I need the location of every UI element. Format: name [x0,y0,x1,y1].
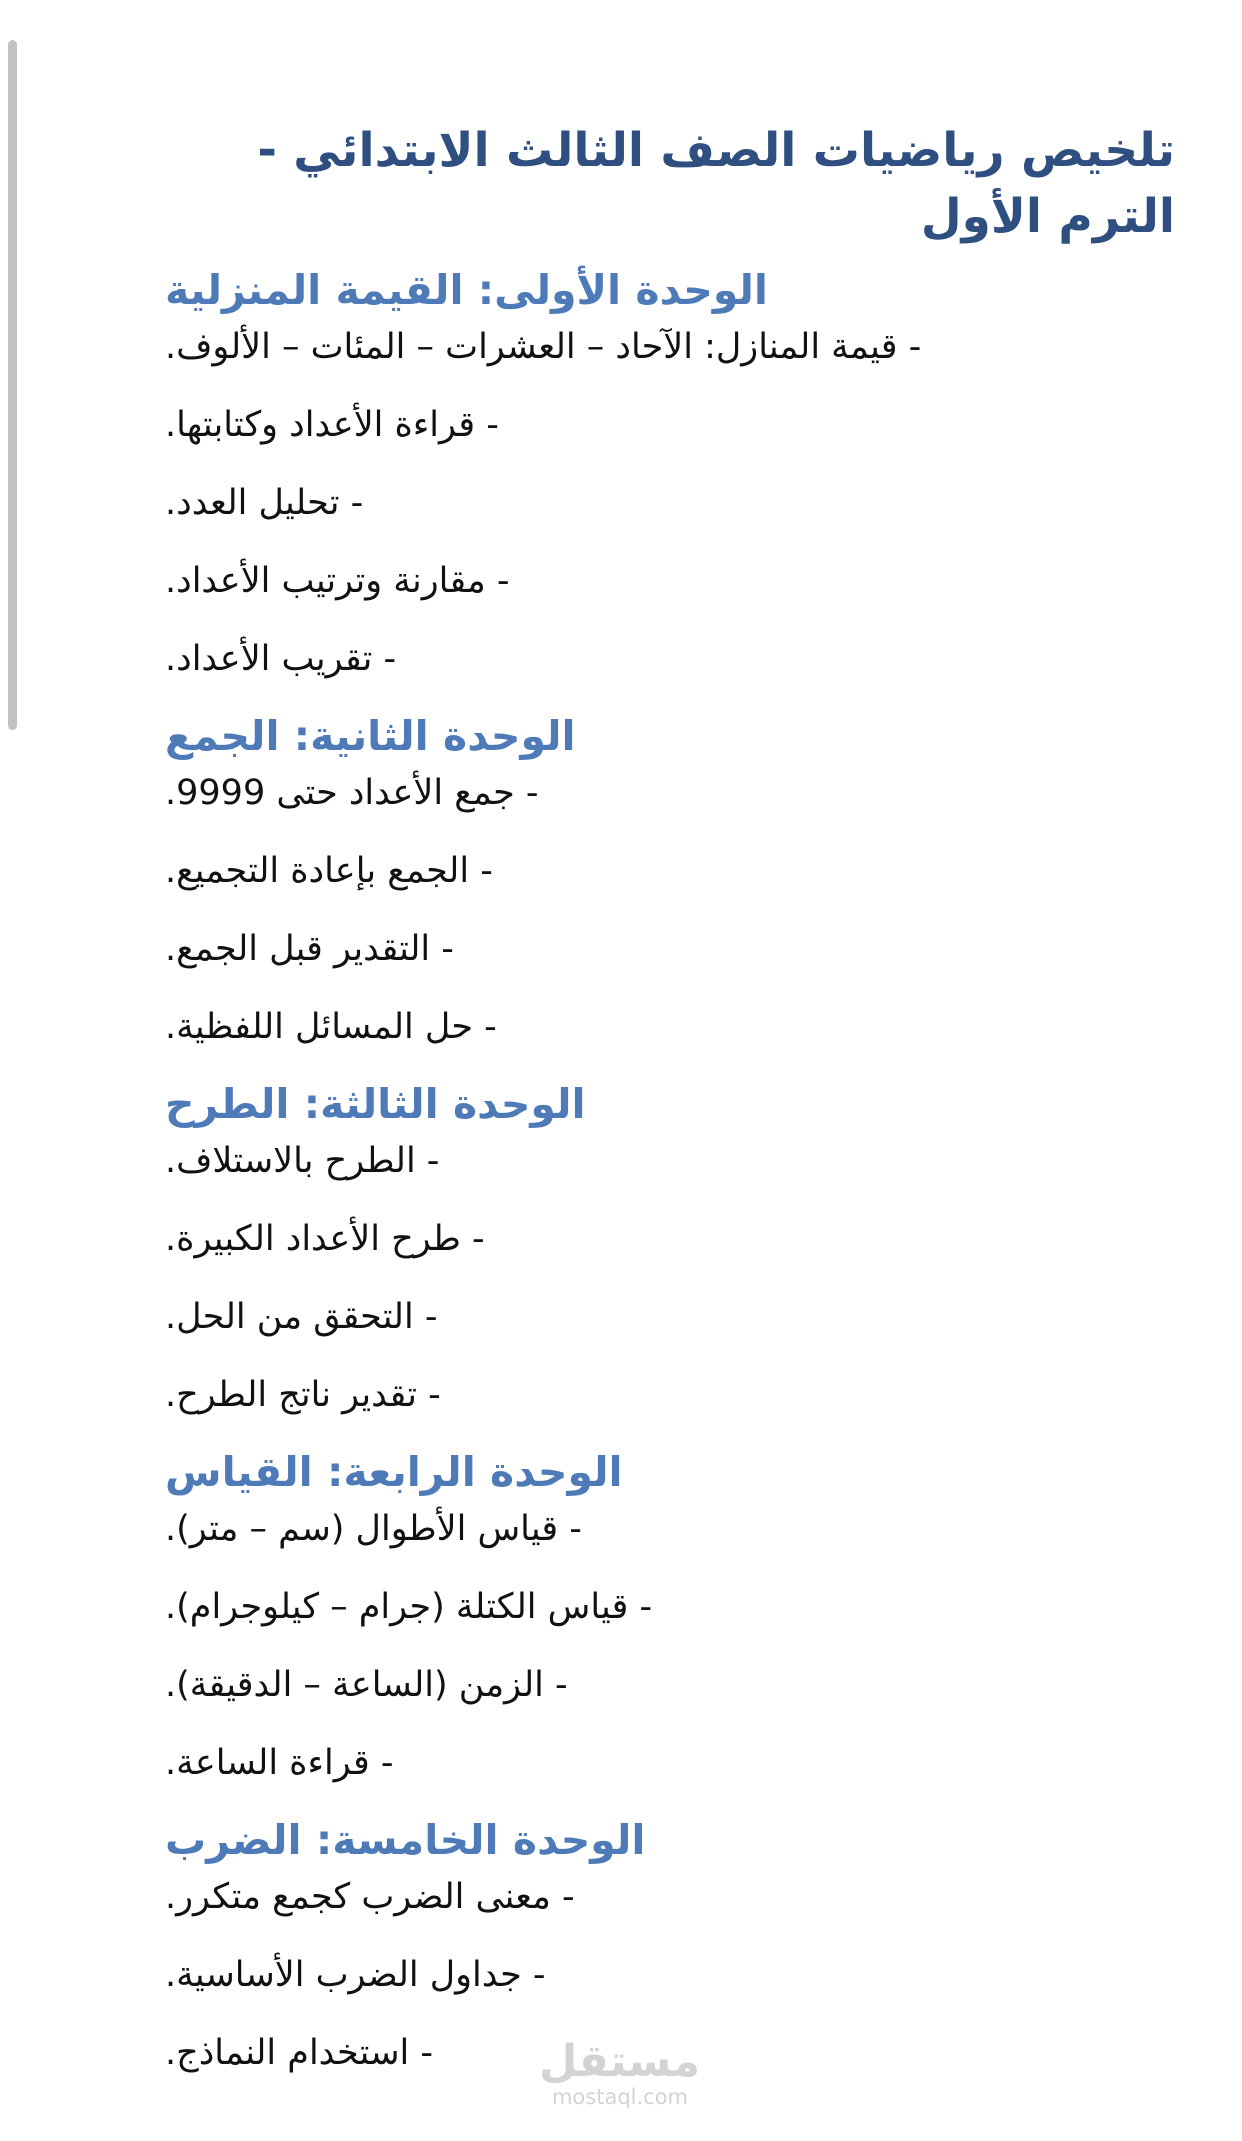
unit-heading: الوحدة الثانية: الجمع [165,712,576,760]
document-body [165,118,1175,2102]
unit-item: - طرح الأعداد الكبيرة. [165,1219,485,1259]
sections-container [165,262,1175,2087]
document-title: تلخيص رياضيات الصف الثالث الابتدائي - الترم الأول [257,123,1175,244]
unit-item: - التقدير قبل الجمع. [165,929,454,969]
unit-item: - قراءة الأعداد وكتابتها. [165,405,499,445]
unit-item: - قيمة المنازل: الآحاد – العشرات – المئات – الألوف. [165,327,922,367]
unit-item: - قراءة الساعة. [165,1743,394,1783]
unit-item: - مقارنة وترتيب الأعداد. [165,561,510,601]
unit-item: - حل المسائل اللفظية. [165,1007,497,1047]
unit-item: - تقدير ناتج الطرح. [165,1375,441,1415]
unit-item: - معنى الضرب كجمع متكرر. [165,1877,575,1917]
unit-item: - الزمن (الساعة – الدقيقة). [165,1665,568,1705]
scrollbar[interactable] [8,40,17,730]
unit-item: - الطرح بالاستلاف. [165,1141,440,1181]
unit-item: - جداول الضرب الأساسية. [165,1955,546,1995]
watermark [539,2036,700,2110]
unit-heading: الوحدة الخامسة: الضرب [165,1816,646,1864]
watermark-url: mostaql.com [551,2085,689,2109]
watermark-logo: مستقل [539,2036,700,2087]
unit-heading: الوحدة الثالثة: الطرح [165,1080,586,1128]
unit-item: - جمع الأعداد حتى 9999. [165,773,539,813]
unit-item: - الجمع بإعادة التجميع. [165,851,493,891]
unit-item: - تحليل العدد. [165,483,364,523]
unit-item: - قياس الكتلة (جرام – كيلوجرام). [165,1587,653,1627]
unit-section [165,1076,1175,1424]
unit-heading: الوحدة الرابعة: القياس [165,1448,623,1496]
unit-item: - استخدام النماذج. [165,2033,434,2073]
unit-section [165,708,1175,1056]
unit-item: - تقريب الأعداد. [165,639,397,679]
unit-item: - التحقق من الحل. [165,1297,438,1337]
unit-heading: الوحدة الأولى: القيمة المنزلية [165,266,768,314]
unit-section [165,262,1175,688]
unit-section [165,1444,1175,1792]
unit-item: - قياس الأطوال (سم – متر). [165,1509,582,1549]
